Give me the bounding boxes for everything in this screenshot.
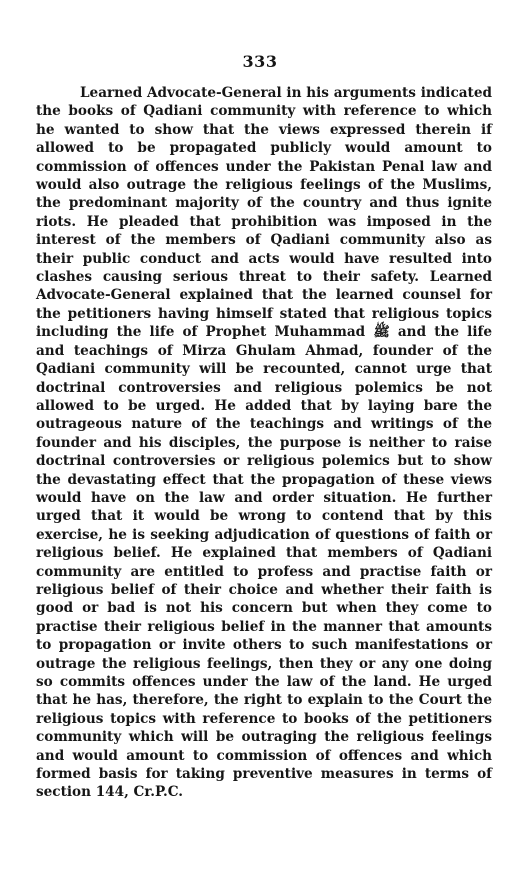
body-paragraph: Learned Advocate-General in his arguments indicated the books of Qadiani community with reference to which he wanted to show that the views expressed therein if allowed to be propagated publicly would amount to commission of offences under the Pakistan Penal law and would also outrage the religious feelings of the Muslims, the predominant majority of the country and thus ignite riots. He pleaded that prohibition was imposed in the interest of the members of Qadiani community also as their public conduct and acts would have resulted into clashes causing serious threat to their safety. Learned Advocate-General explained that the learned counsel for the petitioners having himself stated that religious topics including the life of Prophet Muhammad ﷺ and the life and teachings of Mirza Ghulam Ahmad, founder of the Qadiani community will be recounted, cannot urge that doctrinal controversies and religious polemics be not allowed to be urged. He added that by laying bare the outrageous nature of the teachings and writings of the founder and his disciples, the purpose is neither to raise doctrinal controversies or religious polemics but to show the devastating effect that the propagation of these views would have on the law and order situation. He further urged that it would be wrong to contend that by this exercise, he is seeking adjudication of questions of faith or religious belief. He explained that members of Qadiani community are entitled to profess and practise faith or religious belief of their choice and whether their faith is good or bad is not his concern but when they come to practise their religious belief in the manner that amounts to propagation or invite others to such manifestations or outrage the religious feelings, then they or any one doing so commits offences under the law of the land. He urged that he has, therefore, the right to explain to the Court the religious topics with reference to books of the petitioners community which will be outraging the religious feelings and would amount to commission of offences and which formed basis for taking preventive measures in terms of section 144, Cr.P.C. [36, 85, 492, 801]
page-number: 333 [242, 52, 278, 71]
